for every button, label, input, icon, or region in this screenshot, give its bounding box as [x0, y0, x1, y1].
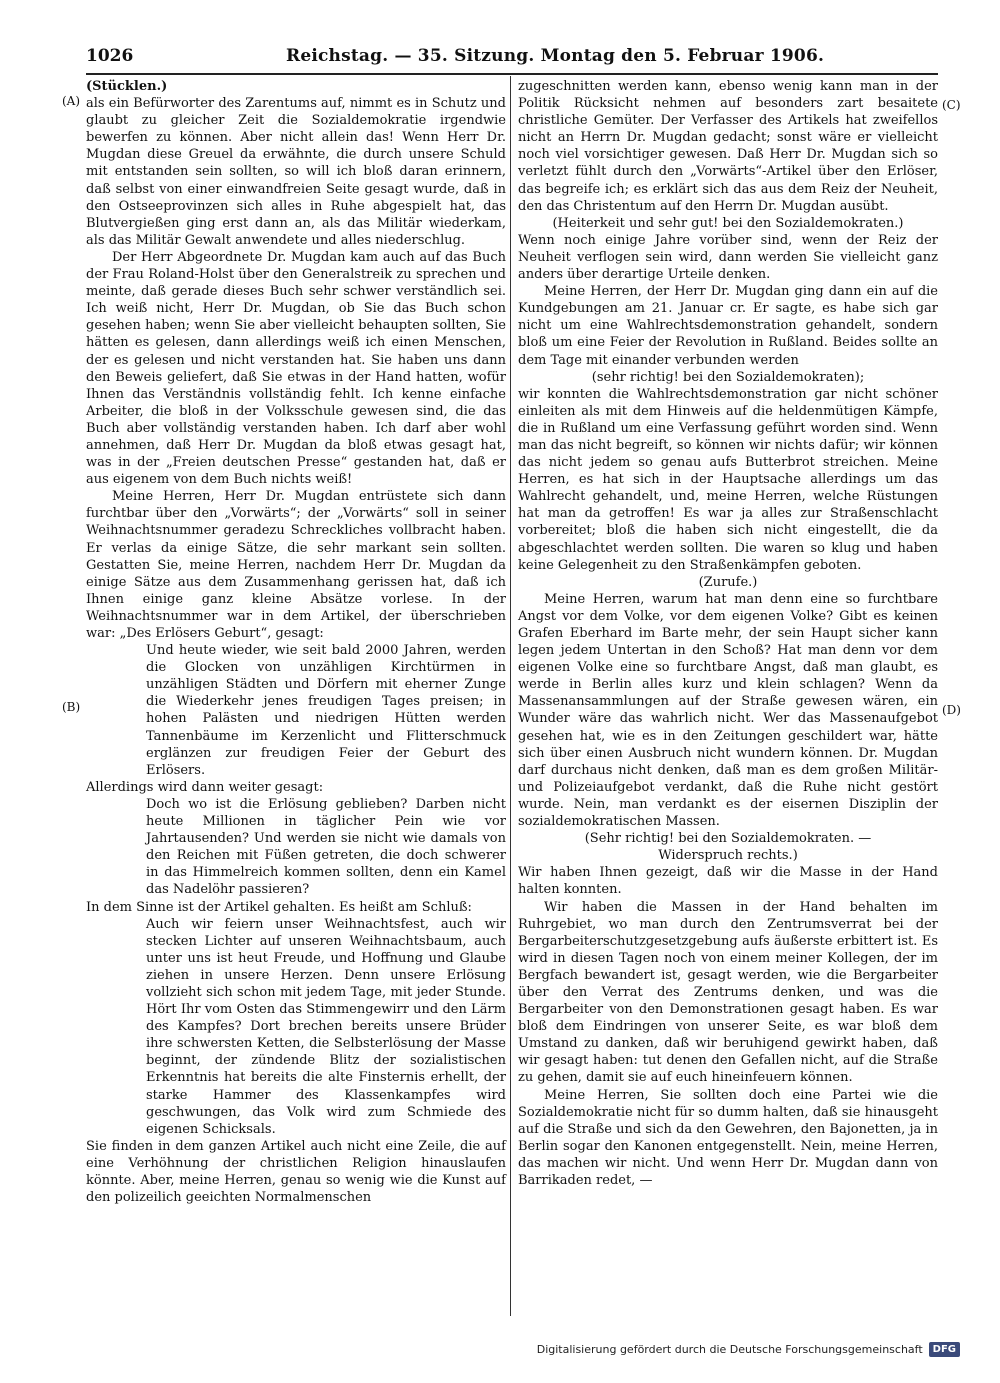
paragraph: Meine Herren, Sie sollten doch eine Partei wie die Sozialdemokratie nicht für so dumm halten, daß sie hinausgeht auf die Straße und sich da den Gewehren, den Bajonetten, ja in Berlin sogar den Kanonen entgegenstellt. Nein, meine Herren, das machen wir nicht. Und wenn Herr Dr. Mugdan dann von Barrikaden redet, — [518, 1087, 938, 1188]
margin-marker-a: (A) [62, 94, 81, 108]
paragraph: Meine Herren, der Herr Dr. Mugdan ging dann ein auf die Kundgebungen am 21. Januar cr. Er sagte, es habe sich gar nicht um eine Wahlrechtsdemonstration gehandelt, sondern bloß um eine Feier der Revolution in Rußland. Beides sollte an dem Tage mit einander verbunden werden [518, 284, 938, 368]
margin-marker-c: (C) [942, 98, 961, 112]
quotation: Auch wir feiern unser Weihnachtsfest, auch wir stecken Lichter auf unseren Weihnachtsbaum, auch unter uns ist heut Freude, und Hoffnung und Glaube ziehen in unsere Herzen. Denn unsere Erlösung vollzieht sich schon mit jedem Tage, mit jeder Stunde. Hört Ihr vom Osten das Stimmengewirr und den Lärm des Kampfes? Dort brechen bereits unsere Brüder ihre schwersten Ketten, die Selbsterlösung der Masse beginnt, der zündende Blitz der sozialistischen Erkenntnis hat bereits die alte Finsternis erhellt, der starke Hammer des Klassenkampfes wird geschwungen, das Volk wird zum Schmiede des eigenen Schicksals. [146, 916, 506, 1137]
paragraph: Der Herr Abgeordnete Dr. Mugdan kam auch auf das Buch der Frau Roland-Holst über den Generalstreik zu sprechen und meinte, daß gerade dieses Buch sehr schwer verständlich sei. Ich weiß nicht, Herr Dr. Mugdan, ob Sie das Buch schon gesehen haben; wenn Sie aber vielleicht behaupten sollten, Sie hätten es gelesen, dann allerdings weiß ich einen Menschen, der es gelesen und nicht verstanden hat. Sie haben uns dann den Beweis geliefert, daß Sie etwas in der Hand hatten, wofür Ihnen das Verständnis vollständig fehlt. Ich kenne einfache Arbeiter, die bloß in der Volksschule gewesen sind, die das Buch aber vollständig verstanden haben. Ich darf aber wohl annehmen, daß Herr Dr. Mugdan da bloß etwas gesagt hat, was in der „Freien deutschen Presse“ gestanden hat, daß er aus eigenem von dem Buch nichts weiß! [86, 249, 506, 488]
interjection: Widerspruch rechts.) [658, 848, 798, 864]
quotation: Doch wo ist die Erlösung geblieben? Darben nicht heute Millionen in täglicher Pein wie vor Jahrtausenden? Und werden sie nicht wie damals von den Reichen mit Füßen getreten, die doch schwerer in das Himmelreich kommen sollten, denn ein Kamel das Nadelöhr passieren? [146, 796, 506, 898]
footer-text: Digitalisierung gefördert durch die Deutsche Forschungsgemeinschaft [536, 1343, 923, 1356]
interjection: (Sehr richtig! bei den Sozialdemokraten. — [584, 831, 872, 847]
paragraph: Wir haben die Massen in der Hand behalten im Ruhrgebiet, wo man durch den Zentrumsverrat bei der Bergarbeiterschutzgesetzgebung aufs äußerste erbittert ist. Es wird in diesen Tagen noch von einem meiner Kollegen, der im Bergfach bewandert ist, gesagt werden, wie die Bergarbeiter über den Verrat des Zentrums denken, und was die Bergarbeiter von den Demonstrationen gesagt haben. Es war bloß dem Eindringen von unserer Seite, es war bloß dem Umstand zu danken, daß wir beruhigend gewirkt haben, daß wir gesagt haben: tut denen den Gefallen nicht, auf die Straße zu gehen, damit sie auf euch hineinfeuern können. [518, 899, 938, 1086]
paragraph: Meine Herren, Herr Dr. Mugdan entrüstete sich dann furchtbar über den „Vorwärts“; der „Vorwärts“ soll in seiner Weihnachtsnummer geradezu Schreckliches vollbracht haben. Er verlas da einige Sätze, die sehr markant sein sollten. Gestatten Sie, meine Herren, nachdem Herr Dr. Mugdan da einige Sätze aus dem Zusammenhang gerissen hat, daß ich Ihnen einige ganz kleine Absätze vorlese. In der Weihnachtsnummer war in dem Artikel, der überschrieben war: „Des Erlösers Geburt“, gesagt: [86, 489, 506, 641]
left-column [86, 78, 506, 1206]
paragraph: Wir haben Ihnen gezeigt, daß wir die Masse in der Hand halten konnten. [518, 865, 938, 898]
digitization-footer [537, 1342, 960, 1357]
paragraph: Wenn noch einige Jahre vorüber sind, wenn der Reiz der Neuheit verflogen sein wird, dann werden Sie vielleicht ganz anders über derartige Urteile denken. [518, 232, 938, 283]
speaker-label: (Stücklen.) [86, 79, 168, 94]
paragraph: zugeschnitten werden kann, ebenso wenig kann man in der Politik Rücksicht nehmen auf besonders zart besaitete christliche Gemüter. Der Verfasser des Artikels hat zweifellos nicht an Herrn Dr. Mugdan gedacht; sonst wäre er vielleicht noch viel vorsichtiger gewesen. Daß Herr Dr. Mugdan sich so verletzt fühlt durch den „Vorwärts“-Artikel über den Erlöser, das begreife ich; es erklärt sich das aus dem Reiz der Neuheit, den das Christentum auf den Herrn Dr. Mugdan ausübt. [518, 79, 938, 214]
paragraph: Allerdings wird dann weiter gesagt: [86, 779, 324, 795]
paragraph: als ein Befürworter des Zarentums auf, nimmt es in Schutz und glaubt zu gleicher Zeit die Sozialdemokratie irgendwie bewerfen zu können. Aber nicht allein das! Wenn Herr Dr. Mugdan diese Greuel da erwähnte, die durch unsere Schuld mit entstanden sein sollten, so will ich bloß daran erinnern, daß selbst von einer einwandfreien Seite gesagt wurde, daß in den Ostseeprovinzen sich alles in Ruhe abgespielt hat, das Blutvergießen ging erst dann an, als das Militär wiederkam, als das Militär Gewalt anwendete und alles niederschlug. [86, 96, 506, 248]
margin-marker-b: (B) [62, 700, 81, 714]
page-title: Reichstag. — 35. Sitzung. Montag den 5. Februar 1906. [286, 46, 825, 66]
interjection: (Zurufe.) [698, 574, 758, 590]
paragraph: Meine Herren, warum hat man denn eine so furchtbare Angst vor dem Volke, vor dem eigenen Volke? Gibt es keinen Grafen Eberhard im Barte mehr, der sein Haupt sicher kann legen jedem Untertan in den Schoß? Hat man denn vor dem eigenen Volke eine so furchtbare Angst, daß man glaubt, es werde in Berlin alles kurz und klein schlagen? Wenn da Massenansammlungen auf der Straße gewesen wären, ein Wunder wäre das wahrlich nicht. Wer das Massenaufgebot gesehen hat, wie es in den Zeitungen geschildert war, hätte sich über einen Ausbruch nicht wundern können. Dr. Mugdan darf durchaus nicht denken, daß man es dem großen Militär- und Polizeiaufgebot verdankt, daß die Ruhe nicht gestört wurde. Nein, man verdankt es der eisernen Disziplin der sozialdemokratischen Massen. [518, 591, 938, 830]
right-column [518, 78, 938, 1189]
column-divider [510, 76, 511, 1316]
paragraph: wir konnten die Wahlrechtsdemonstration gar nicht schöner einleiten als mit dem Hinweis auf die heldenmütigen Kämpfe, die in Rußland um eine Verfassung geführt worden sind. Wenn man das nicht begreift, so können wir nichts dafür; wir können das nicht jedem so genau aufs Butterbrot streichen. Meine Herren, es hat sich in der Hauptsache allerdings um das Wahlrecht gehandelt, und, meine Herren, welche Rüstungen hat man da getroffen! Es war ja alles zur Straßenschlacht vorbereitet; bloß die haben sich nicht eingestellt, die da abgeschlachtet werden sollten. Die waren so klug und haben keine Gelegenheit zu den Straßenkämpfen geboten. [518, 386, 938, 573]
paragraph: Sie finden in dem ganzen Artikel auch nicht eine Zeile, die auf eine Verhöhnung der christlichen Religion hinauslaufen könnte. Aber, meine Herren, genau so wenig wie die Kunst auf den polizeilich geeichten Normalmenschen [86, 1138, 506, 1206]
interjection: (Heiterkeit und sehr gut! bei den Sozialdemokraten.) [552, 215, 904, 231]
page-number: 1026 [86, 46, 134, 66]
margin-marker-d: (D) [942, 703, 961, 717]
paragraph: In dem Sinne ist der Artikel gehalten. Es heißt am Schluß: [86, 899, 472, 915]
interjection: (sehr richtig! bei den Sozialdemokraten); [591, 369, 865, 385]
quotation: Und heute wieder, wie seit bald 2000 Jahren, werden die Glocken von unzähligen Kirchtürmen in unzähligen Städten und Dörfern mit eherner Zunge die Wiederkehr jenes freudigen Tages preisen; in hohen Palästen und niedrigen Hütten werden Tannenbäume im Kerzenlicht und Flitterschmuck erglänzen zur freudigen Feier der Geburt des Erlösers. [146, 643, 506, 778]
dfg-logo-icon: DFG [929, 1342, 960, 1357]
page-header [86, 46, 938, 70]
header-rule [86, 73, 938, 75]
